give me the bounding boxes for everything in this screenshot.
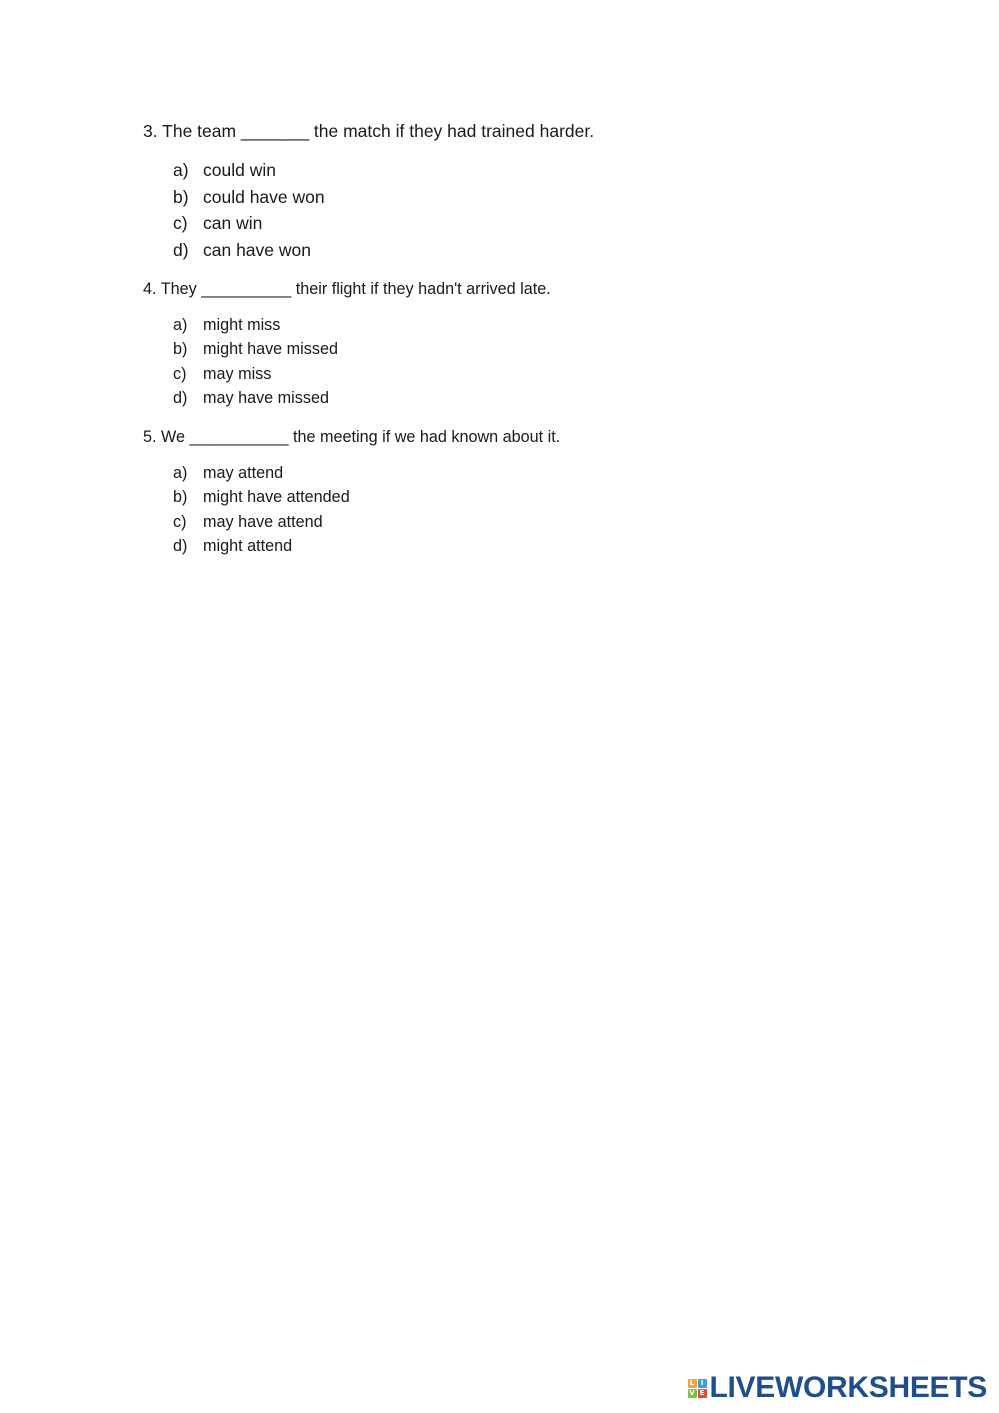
option-text: may miss (203, 364, 272, 383)
option-5c[interactable] (173, 513, 350, 537)
option-letter: b) (173, 488, 188, 507)
option-4d[interactable] (173, 389, 338, 413)
option-text: might miss (203, 316, 281, 334)
liveworksheets-mark-icon (688, 1379, 707, 1398)
options-question-3 (173, 160, 325, 266)
option-text: may have attend (203, 512, 323, 531)
option-letter: a) (173, 464, 188, 482)
option-letter: b) (173, 340, 188, 359)
option-letter: d) (173, 239, 189, 260)
option-5a[interactable] (173, 464, 350, 488)
option-letter: a) (173, 160, 189, 180)
option-letter: a) (173, 316, 188, 334)
option-text: can win (203, 213, 263, 233)
option-3c[interactable] (173, 213, 325, 240)
mark-tile-v: V (689, 1388, 695, 1397)
option-letter: d) (173, 537, 188, 556)
option-text: might have attended (203, 488, 350, 507)
option-text: can have won (203, 239, 311, 260)
liveworksheets-logo (688, 1372, 988, 1404)
option-letter: d) (173, 389, 188, 408)
option-5d[interactable] (173, 537, 350, 561)
option-text: may attend (203, 464, 284, 482)
question-3: 3. The team _______ the match if they had trained harder. (143, 121, 595, 141)
option-letter: c) (173, 364, 187, 383)
option-text: could have won (203, 186, 325, 207)
question-4: 4. They __________ their flight if they hadn't arrived late. (143, 280, 551, 298)
options-question-5 (173, 464, 350, 562)
question-5: 5. We ___________ the meeting if we had known about it. (143, 428, 561, 446)
option-text: could win (203, 160, 276, 180)
option-text: may have missed (203, 389, 329, 408)
option-text: might have missed (203, 340, 338, 359)
option-3b[interactable] (173, 187, 325, 214)
option-3d[interactable] (173, 240, 325, 267)
mark-tile-i: I (698, 1379, 707, 1388)
option-text: might attend (203, 537, 293, 556)
option-letter: c) (173, 213, 188, 233)
option-letter: b) (173, 186, 189, 207)
option-4b[interactable] (173, 340, 338, 364)
options-question-4 (173, 316, 338, 414)
mark-tile-e: E (698, 1389, 707, 1398)
option-letter: c) (173, 512, 187, 531)
mark-tile-l: L (688, 1379, 697, 1388)
option-4c[interactable] (173, 365, 338, 389)
option-4a[interactable] (173, 316, 338, 340)
logo-wordmark: LIVEWORKSHEETS (709, 1371, 987, 1404)
option-5b[interactable] (173, 488, 350, 512)
option-3a[interactable] (173, 160, 325, 187)
